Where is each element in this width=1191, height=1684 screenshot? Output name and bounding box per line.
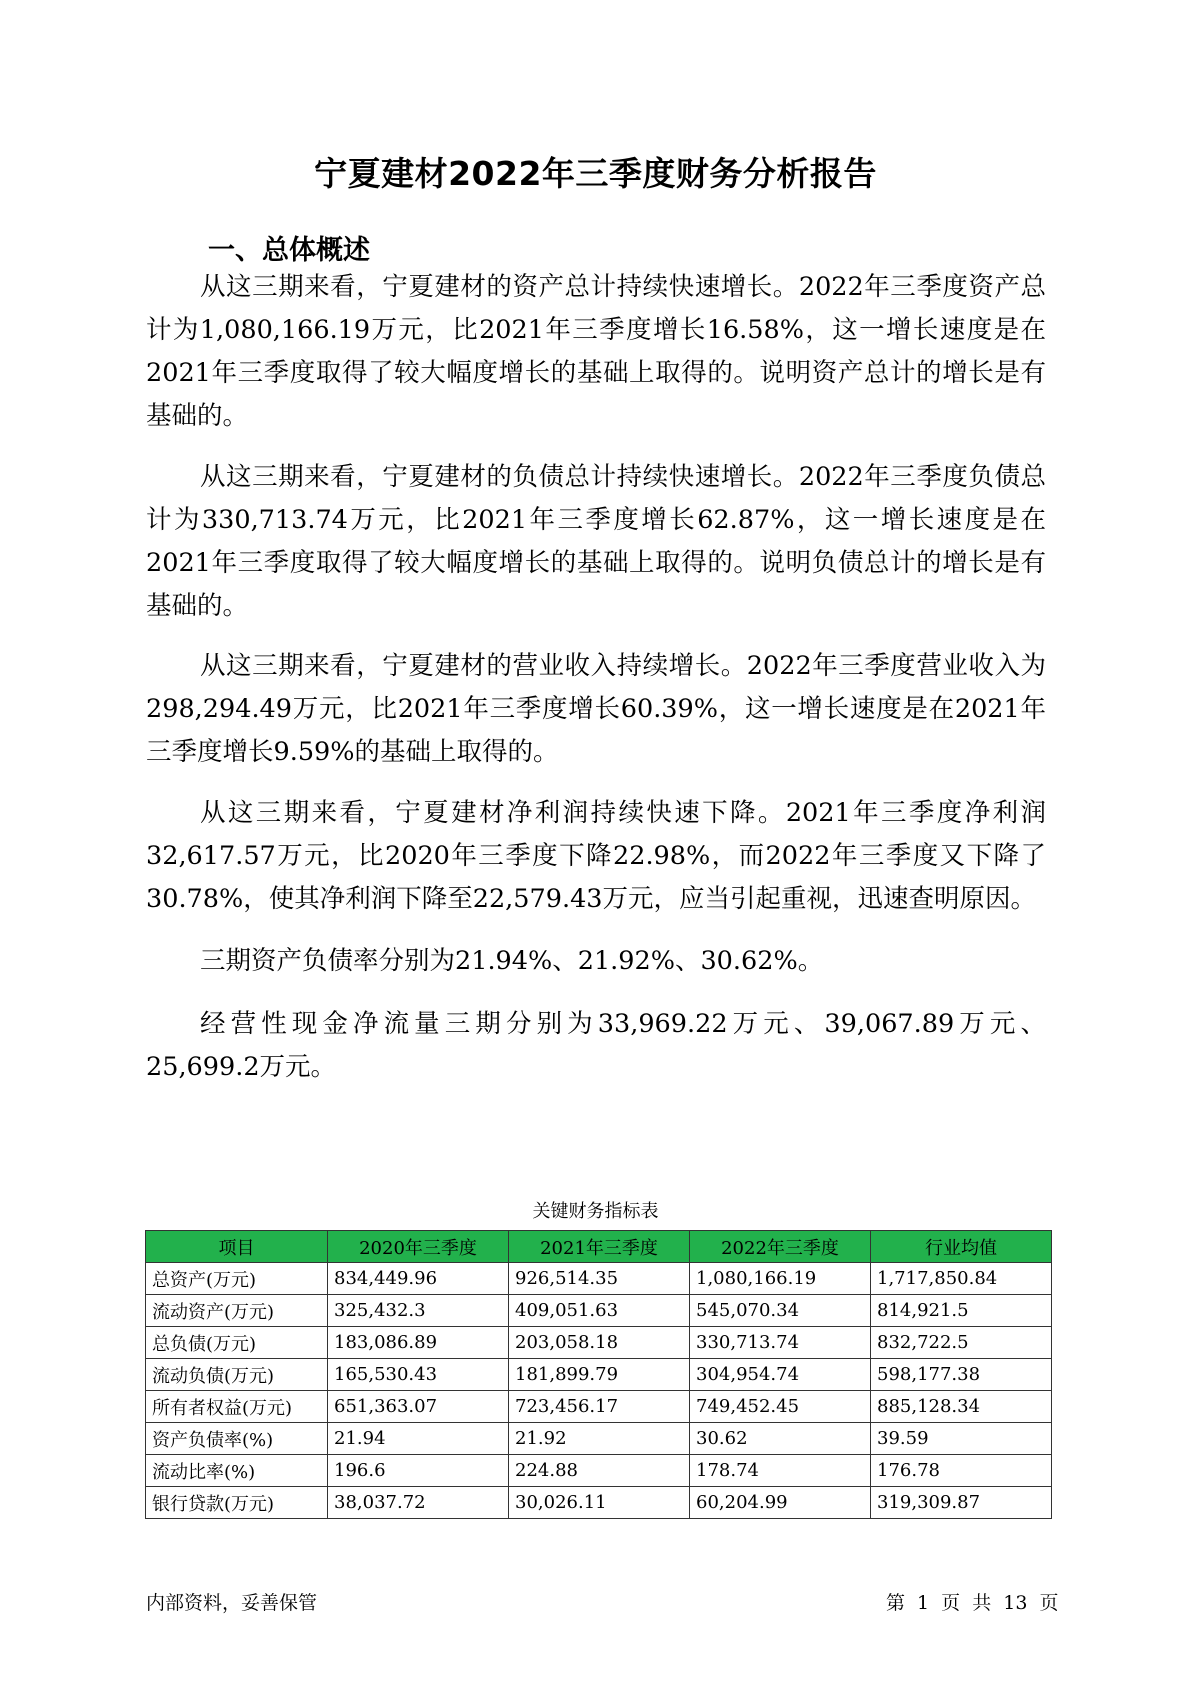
table-cell: 723,456.17 — [509, 1391, 690, 1423]
table-header-cell: 2022年三季度 — [690, 1231, 871, 1263]
table-cell: 所有者权益(万元) — [146, 1391, 328, 1423]
table-cell: 资产负债率(%) — [146, 1423, 328, 1455]
table-cell: 885,128.34 — [871, 1391, 1052, 1423]
table-cell: 926,514.35 — [509, 1263, 690, 1295]
table-cell: 银行贷款(万元) — [146, 1487, 328, 1519]
table-cell: 181,899.79 — [509, 1359, 690, 1391]
report-title: 宁夏建材2022年三季度财务分析报告 — [314, 154, 877, 193]
table-row — [146, 1327, 1052, 1359]
table-header-cell: 项目 — [146, 1231, 328, 1263]
section-heading: 一、总体概述 — [208, 235, 370, 266]
table-cell: 325,432.3 — [328, 1295, 509, 1327]
table-cell: 598,177.38 — [871, 1359, 1052, 1391]
table-cell: 183,086.89 — [328, 1327, 509, 1359]
table-row — [146, 1295, 1052, 1327]
table-cell: 21.92 — [509, 1423, 690, 1455]
table-cell: 165,530.43 — [328, 1359, 509, 1391]
table-cell: 832,722.5 — [871, 1327, 1052, 1359]
footer-confidential-note: 内部资料，妥善保管 — [146, 1592, 318, 1614]
paragraph-debt-ratio: 三期资产负债率分别为21.94%、21.92%、30.62%。 — [200, 946, 824, 976]
table-caption: 关键财务指标表 — [532, 1201, 659, 1222]
table-row — [146, 1391, 1052, 1423]
key-financial-indicators-table — [145, 1230, 1052, 1519]
table-cell: 1,717,850.84 — [871, 1263, 1052, 1295]
table-cell: 流动资产(万元) — [146, 1295, 328, 1327]
table-cell: 409,051.63 — [509, 1295, 690, 1327]
paragraph-cash-flow: 经营性现金净流量三期分别为33,969.22万元、39,067.89万元、25,699.2万元。 — [146, 1009, 1046, 1082]
table-row — [146, 1487, 1052, 1519]
paragraph-liabilities: 从这三期来看，宁夏建材的负债总计持续快速增长。2022年三季度负债总计为330,713.74万元，比2021年三季度增长62.87%，这一增长速度是在2021年三季度取得了较大幅度增长的基础上取得的。说明负债总计的增长是有基础的。 — [146, 462, 1046, 621]
footer-page-number: 第 1 页 共 13 页 — [886, 1592, 1059, 1614]
table-cell: 流动比率(%) — [146, 1455, 328, 1487]
table-cell: 60,204.99 — [690, 1487, 871, 1519]
table-cell: 749,452.45 — [690, 1391, 871, 1423]
table-cell: 38,037.72 — [328, 1487, 509, 1519]
table-cell: 178.74 — [690, 1455, 871, 1487]
table-cell: 196.6 — [328, 1455, 509, 1487]
table-cell: 总资产(万元) — [146, 1263, 328, 1295]
table-cell: 651,363.07 — [328, 1391, 509, 1423]
table-row — [146, 1359, 1052, 1391]
table-header-row — [146, 1231, 1052, 1263]
table-header-cell: 2020年三季度 — [328, 1231, 509, 1263]
table-row — [146, 1455, 1052, 1487]
table-cell: 203,058.18 — [509, 1327, 690, 1359]
table-cell: 总负债(万元) — [146, 1327, 328, 1359]
paragraph-net-profit: 从这三期来看，宁夏建材净利润持续快速下降。2021年三季度净利润32,617.57万元，比2020年三季度下降22.98%，而2022年三季度又下降了30.78%，使其净利润下降至22,579.43万元，应当引起重视，迅速查明原因。 — [146, 798, 1046, 914]
table-cell: 流动负债(万元) — [146, 1359, 328, 1391]
table-cell: 545,070.34 — [690, 1295, 871, 1327]
table-header-cell: 行业均值 — [871, 1231, 1052, 1263]
table-cell: 1,080,166.19 — [690, 1263, 871, 1295]
table-cell: 30,026.11 — [509, 1487, 690, 1519]
table-cell: 21.94 — [328, 1423, 509, 1455]
paragraph-assets: 从这三期来看，宁夏建材的资产总计持续快速增长。2022年三季度资产总计为1,080,166.19万元，比2021年三季度增长16.58%，这一增长速度是在2021年三季度取得了较大幅度增长的基础上取得的。说明资产总计的增长是有基础的。 — [146, 272, 1046, 431]
table-cell: 330,713.74 — [690, 1327, 871, 1359]
table-cell: 834,449.96 — [328, 1263, 509, 1295]
table-cell: 39.59 — [871, 1423, 1052, 1455]
table-row — [146, 1423, 1052, 1455]
table-cell: 224.88 — [509, 1455, 690, 1487]
table-cell: 814,921.5 — [871, 1295, 1052, 1327]
paragraph-revenue: 从这三期来看，宁夏建材的营业收入持续增长。2022年三季度营业收入为298,294.49万元，比2021年三季度增长60.39%，这一增长速度是在2021年三季度增长9.59%的基础上取得的。 — [146, 651, 1046, 767]
table-cell: 319,309.87 — [871, 1487, 1052, 1519]
table-cell: 30.62 — [690, 1423, 871, 1455]
table-cell: 304,954.74 — [690, 1359, 871, 1391]
table-cell: 176.78 — [871, 1455, 1052, 1487]
table-header-cell: 2021年三季度 — [509, 1231, 690, 1263]
table-row — [146, 1263, 1052, 1295]
